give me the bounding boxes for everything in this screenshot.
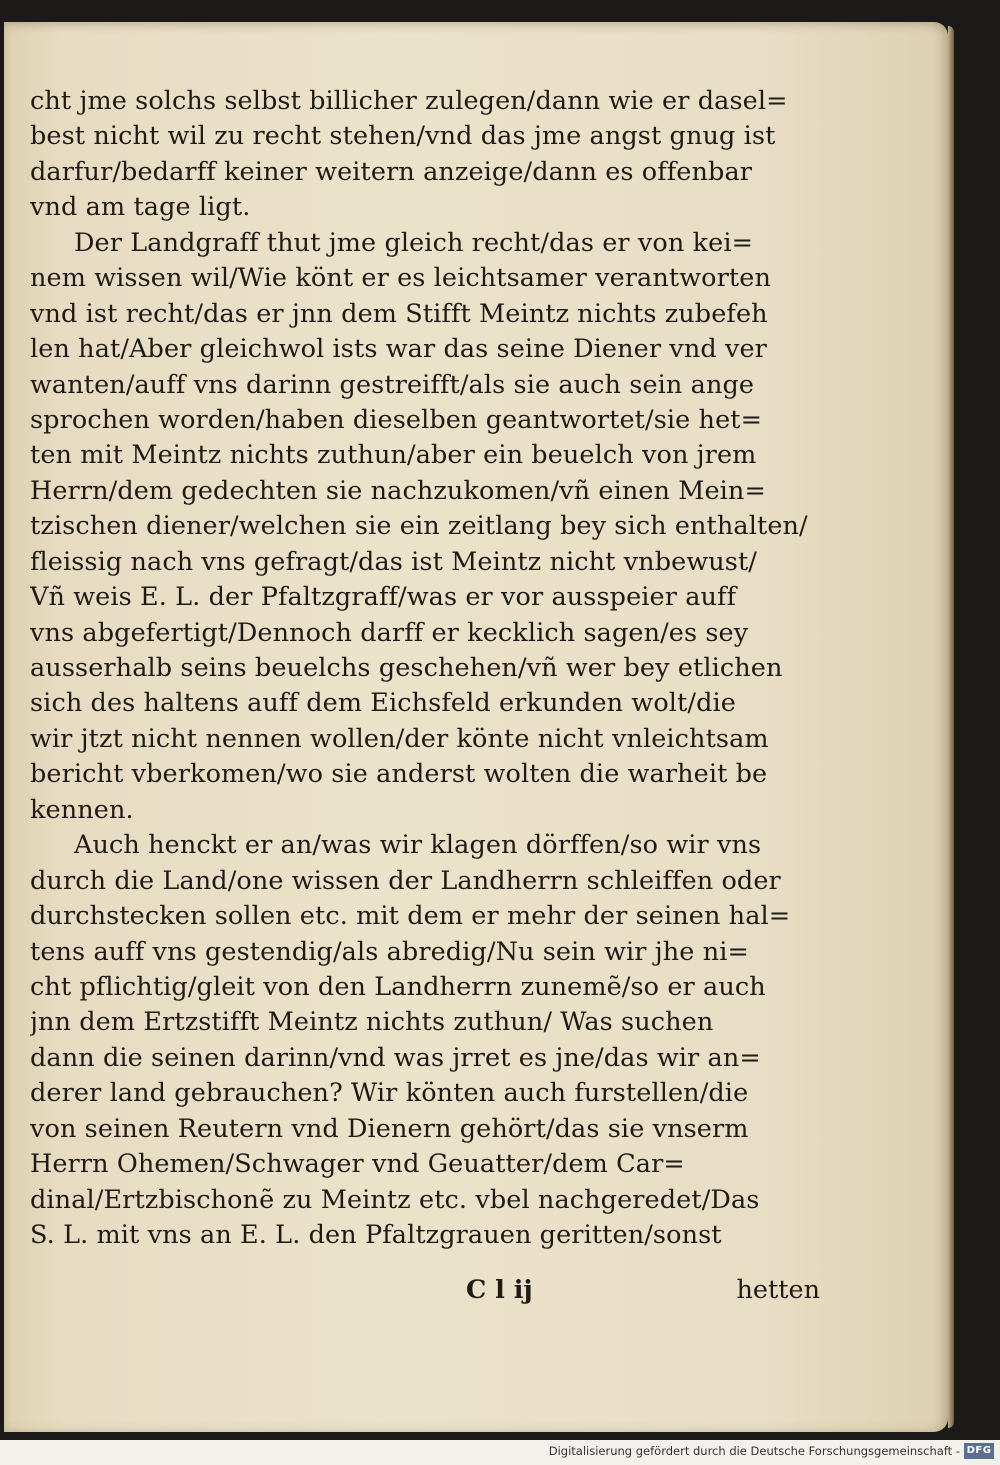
text-line: durchstecken sollen etc. mit dem er mehr der seinen hal= [30,901,791,932]
text-line: S. L. mit vns an E. L. den Pfaltzgrauen geritten/sonst [30,1220,722,1250]
text-line: von seinen Reutern vnd Dienern gehört/das sie vnserm [30,1113,749,1144]
text-line: sich des haltens auff dem Eichsfeld erkunden wolt/die [30,688,736,719]
text-line: best nicht wil zu recht stehen/vnd das jme angst gnug ist [30,121,776,152]
text-line: vns abgefertigt/Dennoch darff er kecklich sagen/es sey [30,617,749,648]
text-line: vnd ist recht/das er jnn dem Stifft Meintz nichts zubefeh [30,298,768,329]
text-line: derer land gebrauchen? Wir könten auch furstellen/die [30,1078,749,1109]
dfg-logo-icon: DFG [964,1443,994,1459]
text-line: dann die seinen darinn/vnd was jrret es jne/das wir an= [30,1042,761,1073]
text-line: Auch henckt er an/was wir klagen dörffen/so wir vns [74,830,762,861]
text-line: fleissig nach vns gefragt/das ist Meintz nicht vnbewust/ [30,546,757,577]
text-line: dinal/Ertzbischonẽ zu Meintz etc. vbel nachgeredet/Das [30,1184,760,1215]
funding-credit: Digitalisierung gefördert durch die Deutsche Forschungsgemeinschaft - [548,1444,960,1458]
signature-mark: C l ij [466,1275,533,1305]
text-line: bericht vberkomen/wo sie anderst wolten die warheit be [30,759,768,790]
text-line: tzischen diener/welchen sie ein zeitlang bey sich enthalten/ [30,511,808,542]
text-line: tens auff vns gestendig/als abredig/Nu sein wir jhe ni= [30,936,749,967]
text-line: durch die Land/one wissen der Landherrn schleiffen oder [30,865,781,896]
text-line: len hat/Aber gleichwol ists war das seine Diener vnd ver [30,334,767,365]
text-line: Herrn/dem gedechten sie nachzukomen/vñ einen Mein= [30,475,766,506]
text-line: ten mit Meintz nichts zuthun/aber ein beuelch von jrem [30,440,757,471]
text-line: nem wissen wil/Wie könt er es leichtsamer verantworten [30,263,771,294]
text-line: kennen. [30,794,134,825]
text-line: cht jme solchs selbst billicher zulegen/dann wie er dasel= [30,86,788,116]
text-line: wir jtzt nicht nennen wollen/der könte nicht vnleichtsam [30,723,769,754]
text-line: Der Landgraff thut jme gleich recht/das er von kei= [74,227,754,258]
page-edge [948,26,954,1428]
text-line: jnn dem Ertzstifft Meintz nichts zuthun/ Was suchen [30,1007,714,1038]
text-line: wanten/auff vns darinn gestreifft/als sie auch sein ange [30,369,755,400]
text-line: vnd am tage ligt. [30,192,251,223]
text-line: sprochen worden/haben dieselben geantwortet/sie het= [30,404,763,435]
text-line: Herrn Ohemen/Schwager vnd Geuatter/dem Car= [30,1149,685,1180]
text-line: cht pflichtig/gleit von den Landherrn zunemẽ/so er auch [30,971,766,1002]
text-line: ausserhalb seins beuelchs geschehen/vñ wer bey etlichen [30,653,783,683]
body-text [30,84,830,1253]
page-footer-line [30,1272,820,1308]
text-line: darfur/bedarff keiner weitern anzeige/dann es offenbar [30,156,753,187]
catchword: hetten [736,1275,820,1305]
text-line: Vñ weis E. L. der Pfaltzgraff/was er vor ausspeier auff [30,582,737,613]
book-page [4,22,948,1432]
